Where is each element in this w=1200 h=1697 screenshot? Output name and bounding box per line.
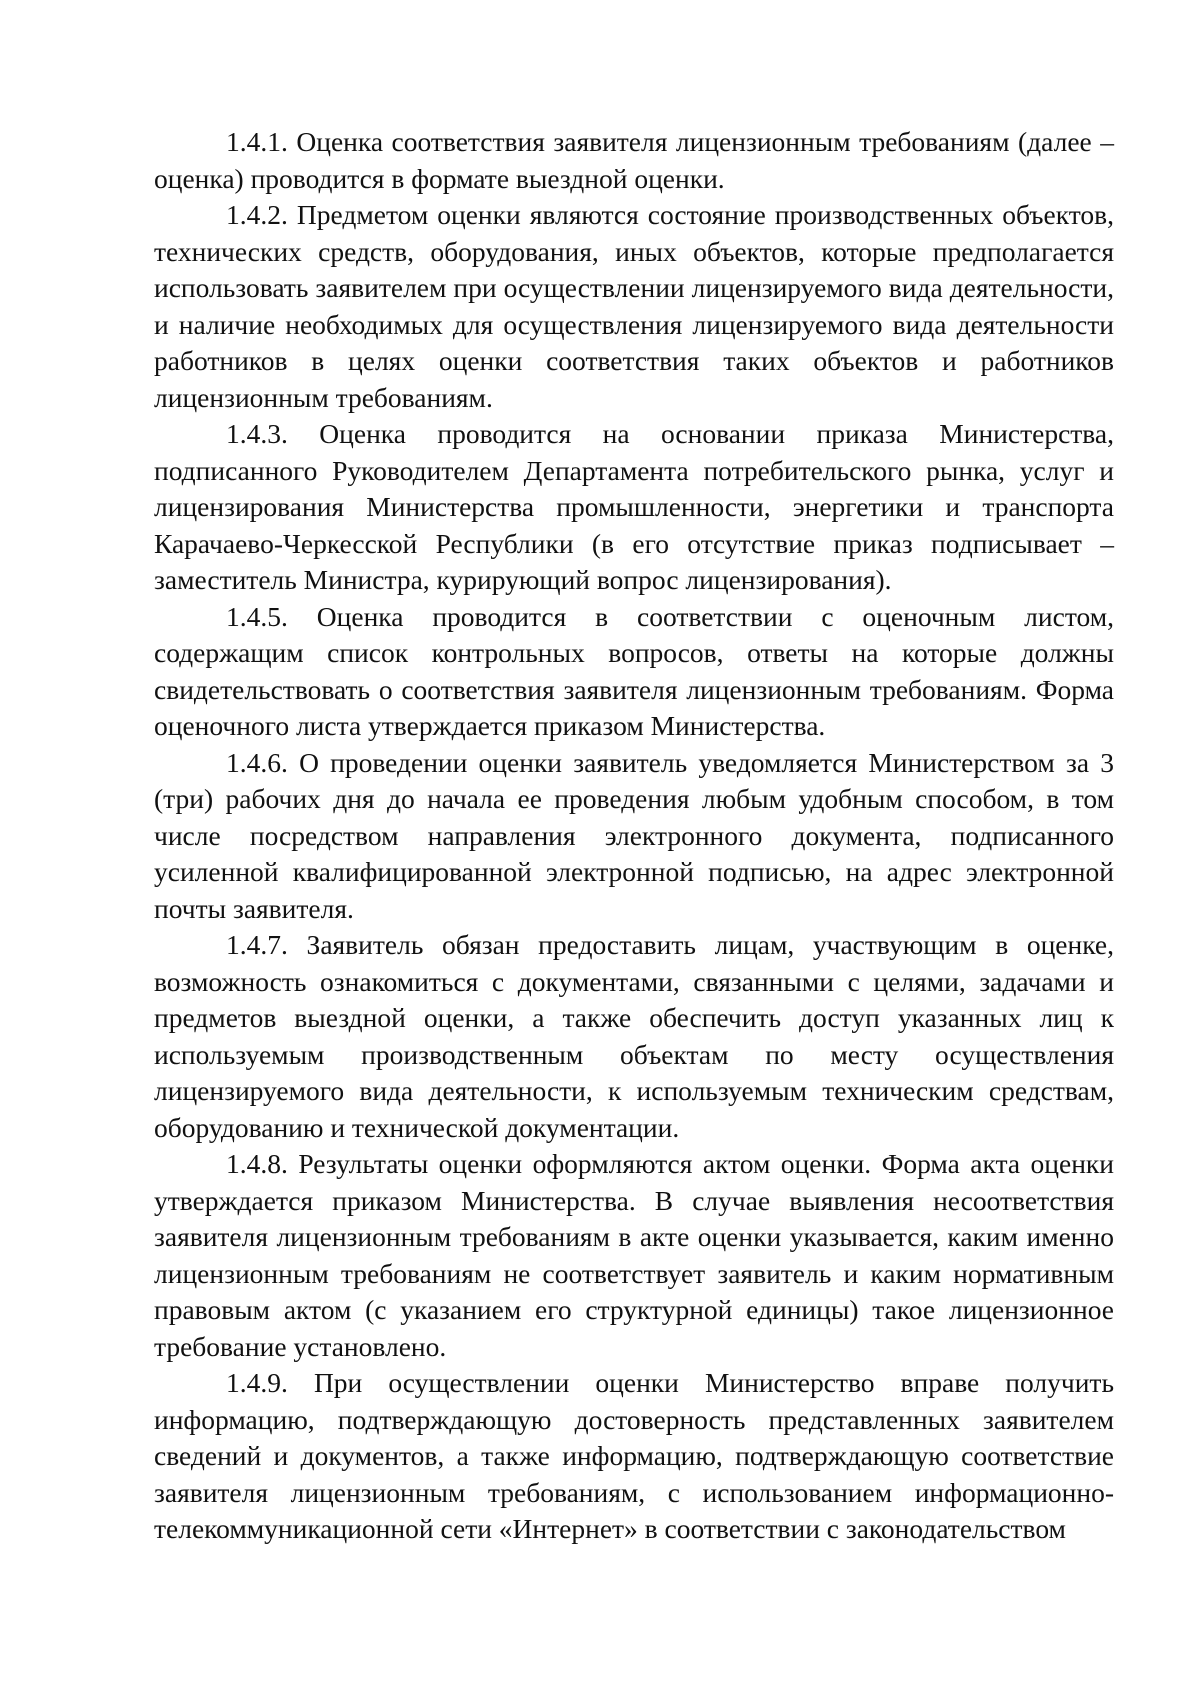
document-body [154, 124, 1114, 1548]
paragraph-1-4-6: 1.4.6. О проведении оценки заявитель уведомляется Министерством за 3 (три) рабочих дня до начала ее проведения любым удобным способом, в том числе посредством направления электронного документа, подписанного усиленной квалифицированной электронной подписью, на адрес электронной почты заявителя. [154, 746, 1114, 924]
paragraph-1-4-9: 1.4.9. При осуществлении оценки Министерство вправе получить информацию, подтверждающую достоверность представленных заявителем сведений и документов, а также информацию, подтверждающую соответствие заявителя лицензионным требованиям, с использованием информационно-телекоммуникационной сети «Интернет» в соответствии с законодательством [154, 1367, 1114, 1544]
paragraph-1-4-8: 1.4.8. Результаты оценки оформляются актом оценки. Форма акта оценки утверждается приказом Министерства. В случае выявления несоответствия заявителя лицензионным требованиям в акте оценки указывается, каким именно лицензионным требованиям не соответствует заявитель и каким нормативным правовым актом (с указанием его структурной единицы) такое лицензионное требование установлено. [154, 1148, 1114, 1362]
paragraph-1-4-7: 1.4.7. Заявитель обязан предоставить лицам, участвующим в оценке, возможность ознакомиться с документами, связанными с целями, задачами и предметов выездной оценки, а также обеспечить доступ указанных лиц к используемым производственным объектам по месту осуществления лицензируемого вида деятельности, к используемым техническим средствам, оборудованию и технической документации. [154, 929, 1114, 1143]
paragraph-1-4-1: 1.4.1. Оценка соответствия заявителя лицензионным требованиям (далее – оценка) проводится в формате выездной оценки. [154, 126, 1114, 194]
paragraph-1-4-5: 1.4.5. Оценка проводится в соответствии с оценочным листом, содержащим список контрольных вопросов, ответы на которые должны свидетельствовать о соответствия заявителя лицензионным требованиям. Форма оценочного листа утверждается приказом Министерства. [154, 600, 1114, 741]
paragraph-1-4-3: 1.4.3. Оценка проводится на основании приказа Министерства, подписанного Руководителем Департамента потребительского рынка, услуг и лицензирования Министерства промышленности, энергетики и транспорта Карачаево-Черкесской Республики (в его отсутствие приказ подписывает – заместитель Министра, курирующий вопрос лицензирования). [154, 418, 1114, 595]
paragraph-1-4-2: 1.4.2. Предметом оценки являются состояние производственных объектов, технических средств, оборудования, иных объектов, которые предполагается использовать заявителем при осуществлении лицензируемого вида деятельности, и наличие необходимых для осуществления лицензируемого вида деятельности работников в целях оценки соответствия таких объектов и работников лицензионным требованиям. [154, 199, 1114, 413]
